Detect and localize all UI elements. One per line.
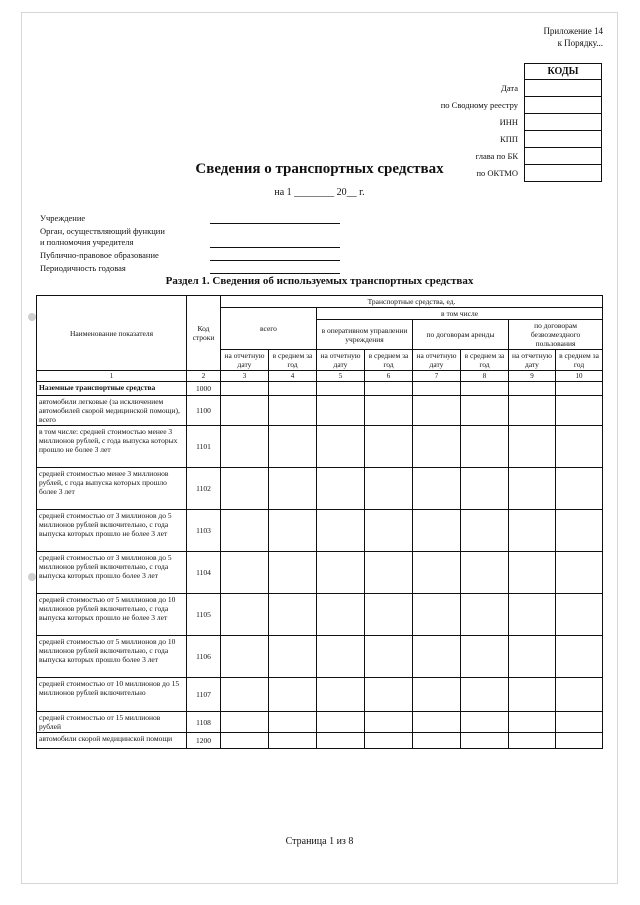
row-indicator-name: средней стоимостью от 3 миллионов до 5 миллионов рублей включительно, с года выпуска которых прошло не более 3 лет xyxy=(37,510,187,552)
value-cell xyxy=(317,594,365,636)
column-number: 2 xyxy=(187,371,221,382)
org-field-row xyxy=(40,213,340,224)
header-operational-management: в оперативном управлении учреждения xyxy=(317,320,413,350)
value-cell xyxy=(509,636,556,678)
org-field-row xyxy=(40,263,340,274)
value-cell xyxy=(509,426,556,468)
codes-row xyxy=(362,97,602,114)
vehicles-table xyxy=(36,295,603,749)
row-indicator-name: средней стоимостью от 10 миллионов до 15 миллионов рублей включительно xyxy=(37,678,187,712)
code-label: Дата xyxy=(501,83,518,93)
value-cell xyxy=(221,636,269,678)
value-cell xyxy=(413,426,461,468)
codes-row xyxy=(362,114,602,131)
value-cell xyxy=(221,733,269,749)
value-cell xyxy=(556,426,603,468)
codes-row xyxy=(362,131,602,148)
value-cell xyxy=(221,712,269,733)
row-code: 1108 xyxy=(187,712,221,733)
value-cell xyxy=(221,426,269,468)
code-label: КПП xyxy=(500,134,518,144)
value-cell xyxy=(461,594,509,636)
value-cell xyxy=(365,636,413,678)
header-on-date: на отчетную дату xyxy=(413,350,461,371)
column-number: 3 xyxy=(221,371,269,382)
table-row xyxy=(37,552,603,594)
column-numbers-row xyxy=(37,371,603,382)
code-label: по Сводному реестру xyxy=(440,100,518,110)
value-cell xyxy=(365,382,413,396)
value-cell xyxy=(221,468,269,510)
appendix-line-1: Приложение 14 xyxy=(543,26,603,36)
header-avg-year: в среднем за год xyxy=(269,350,317,371)
value-cell xyxy=(461,552,509,594)
row-indicator-name: автомобили легковые (за исключением автомобилей скорой медицинской помощи), всего xyxy=(37,396,187,426)
value-cell xyxy=(221,552,269,594)
value-cell xyxy=(269,426,317,468)
value-cell xyxy=(461,733,509,749)
report-period: на 1 ________ 20__ г. xyxy=(274,187,365,198)
value-cell xyxy=(269,396,317,426)
column-number: 6 xyxy=(365,371,413,382)
value-cell xyxy=(365,468,413,510)
value-cell xyxy=(509,552,556,594)
value-cell xyxy=(317,382,365,396)
row-indicator-name: автомобили скорой медицинской помощи xyxy=(37,733,187,749)
column-number: 9 xyxy=(509,371,556,382)
appendix-note xyxy=(453,25,603,49)
value-cell xyxy=(509,468,556,510)
value-cell xyxy=(317,510,365,552)
table-row xyxy=(37,733,603,749)
value-cell xyxy=(317,426,365,468)
header-on-date: на отчетную дату xyxy=(221,350,269,371)
value-cell xyxy=(461,382,509,396)
org-field-row xyxy=(40,250,340,261)
value-cell xyxy=(317,712,365,733)
value-cell xyxy=(317,678,365,712)
value-cell xyxy=(269,594,317,636)
value-cell xyxy=(556,678,603,712)
value-cell xyxy=(509,712,556,733)
org-field-label: Публично-правовое образование xyxy=(40,250,159,260)
header-row-code: Код строки xyxy=(187,296,221,371)
org-field-label: Периодичность годовая xyxy=(40,263,126,273)
value-cell xyxy=(461,636,509,678)
section-title: Раздел 1. Сведения об используемых транспортных средствах xyxy=(165,275,474,287)
header-including: в том числе xyxy=(317,308,603,320)
value-cell xyxy=(221,678,269,712)
row-code: 1106 xyxy=(187,636,221,678)
value-cell xyxy=(413,510,461,552)
value-cell xyxy=(461,510,509,552)
org-field-line xyxy=(210,213,340,224)
value-cell xyxy=(461,426,509,468)
header-indicator-name: Наименование показателя xyxy=(37,296,187,371)
value-cell xyxy=(269,382,317,396)
value-cell xyxy=(317,733,365,749)
header-avg-year: в среднем за год xyxy=(556,350,603,371)
document-title: Сведения о транспортных средствах xyxy=(195,161,444,177)
value-cell xyxy=(556,636,603,678)
table-row xyxy=(37,594,603,636)
header-lease-contracts: по договорам аренды xyxy=(413,320,509,350)
org-field-line xyxy=(210,237,340,248)
value-cell xyxy=(556,396,603,426)
org-field-line xyxy=(210,250,340,261)
value-cell xyxy=(413,678,461,712)
value-cell xyxy=(269,636,317,678)
value-cell xyxy=(509,678,556,712)
row-code: 1100 xyxy=(187,396,221,426)
value-cell xyxy=(269,678,317,712)
value-cell xyxy=(365,733,413,749)
table-row xyxy=(37,468,603,510)
table-row xyxy=(37,426,603,468)
value-cell xyxy=(269,712,317,733)
value-cell xyxy=(365,396,413,426)
header-vehicles-group: Транспортные средства, ед. xyxy=(221,296,603,308)
org-field-label: Орган, осуществляющий функции и полномочия учредителя xyxy=(40,226,165,247)
value-cell xyxy=(509,396,556,426)
row-indicator-name: средней стоимостью от 3 миллионов до 5 миллионов рублей включительно, с года выпуска которых прошло более 3 лет xyxy=(37,552,187,594)
code-label: по ОКТМО xyxy=(476,168,518,178)
header-avg-year: в среднем за год xyxy=(461,350,509,371)
column-number: 1 xyxy=(37,371,187,382)
value-cell xyxy=(556,468,603,510)
code-value-box xyxy=(524,80,602,97)
row-code: 1107 xyxy=(187,678,221,712)
column-number: 4 xyxy=(269,371,317,382)
org-field-line xyxy=(210,263,340,274)
value-cell xyxy=(221,510,269,552)
header-avg-year: в среднем за год xyxy=(365,350,413,371)
table-row xyxy=(37,396,603,426)
value-cell xyxy=(509,510,556,552)
code-value-box xyxy=(524,97,602,114)
value-cell xyxy=(556,510,603,552)
value-cell xyxy=(317,468,365,510)
table-row xyxy=(37,382,603,396)
table-row xyxy=(37,678,603,712)
column-number: 7 xyxy=(413,371,461,382)
column-number: 5 xyxy=(317,371,365,382)
row-code: 1105 xyxy=(187,594,221,636)
row-indicator-name: средней стоимостью от 15 миллионов рублей xyxy=(37,712,187,733)
table-row xyxy=(37,636,603,678)
header-free-use-contracts: по договорам безвозмездного пользования xyxy=(509,320,603,350)
value-cell xyxy=(317,552,365,594)
row-code: 1104 xyxy=(187,552,221,594)
org-field-row xyxy=(40,226,340,248)
value-cell xyxy=(269,552,317,594)
table-row xyxy=(37,510,603,552)
org-field-label: Учреждение xyxy=(40,213,86,223)
value-cell xyxy=(413,733,461,749)
value-cell xyxy=(413,382,461,396)
row-code: 1000 xyxy=(187,382,221,396)
row-code: 1102 xyxy=(187,468,221,510)
codes-row xyxy=(362,80,602,97)
value-cell xyxy=(413,468,461,510)
value-cell xyxy=(365,594,413,636)
value-cell xyxy=(221,594,269,636)
value-cell xyxy=(556,594,603,636)
value-cell xyxy=(317,396,365,426)
header-on-date: на отчетную дату xyxy=(317,350,365,371)
value-cell xyxy=(413,594,461,636)
value-cell xyxy=(461,712,509,733)
row-indicator-name: средней стоимостью от 5 миллионов до 10 миллионов рублей включительно, с года выпуска которых прошло не более 3 лет xyxy=(37,594,187,636)
value-cell xyxy=(365,678,413,712)
punch-hole-mark xyxy=(28,313,36,321)
value-cell xyxy=(413,636,461,678)
value-cell xyxy=(461,396,509,426)
value-cell xyxy=(365,712,413,733)
value-cell xyxy=(509,594,556,636)
value-cell xyxy=(269,468,317,510)
value-cell xyxy=(365,426,413,468)
value-cell xyxy=(509,382,556,396)
value-cell xyxy=(509,733,556,749)
table-body xyxy=(37,382,603,749)
code-value-box xyxy=(524,131,602,148)
appendix-line-2: к Порядку... xyxy=(557,38,603,48)
table-row xyxy=(37,712,603,733)
code-label: ИНН xyxy=(499,117,518,127)
value-cell xyxy=(269,733,317,749)
value-cell xyxy=(317,636,365,678)
codes-header: КОДЫ xyxy=(524,63,602,80)
punch-hole-mark xyxy=(28,573,36,581)
row-indicator-name: в том числе: средней стоимостью менее 3 миллионов рублей, с года выпуска которых прошло не более 3 лет xyxy=(37,426,187,468)
organization-fields xyxy=(40,213,340,276)
column-number: 8 xyxy=(461,371,509,382)
row-code: 1101 xyxy=(187,426,221,468)
value-cell xyxy=(556,552,603,594)
row-indicator-name: средней стоимостью менее 3 миллионов рублей, с года выпуска которых прошло более 3 лет xyxy=(37,468,187,510)
value-cell xyxy=(556,712,603,733)
row-code: 1200 xyxy=(187,733,221,749)
codes-header-row xyxy=(362,63,602,80)
row-indicator-name: средней стоимостью от 5 миллионов до 10 миллионов рублей включительно, с года выпуска которых прошло более 3 лет xyxy=(37,636,187,678)
header-on-date: на отчетную дату xyxy=(509,350,556,371)
value-cell xyxy=(221,396,269,426)
code-value-box xyxy=(524,114,602,131)
value-cell xyxy=(413,552,461,594)
value-cell xyxy=(556,382,603,396)
value-cell xyxy=(365,552,413,594)
page-number: Страница 1 из 8 xyxy=(285,836,354,847)
header-total: всего xyxy=(221,308,317,350)
value-cell xyxy=(461,678,509,712)
value-cell xyxy=(269,510,317,552)
value-cell xyxy=(556,733,603,749)
code-label: глава по БК xyxy=(475,151,518,161)
column-number: 10 xyxy=(556,371,603,382)
value-cell xyxy=(365,510,413,552)
value-cell xyxy=(413,396,461,426)
row-indicator-name: Наземные транспортные средства xyxy=(37,382,187,396)
document-sheet xyxy=(21,12,618,884)
value-cell xyxy=(461,468,509,510)
value-cell xyxy=(413,712,461,733)
row-code: 1103 xyxy=(187,510,221,552)
value-cell xyxy=(221,382,269,396)
